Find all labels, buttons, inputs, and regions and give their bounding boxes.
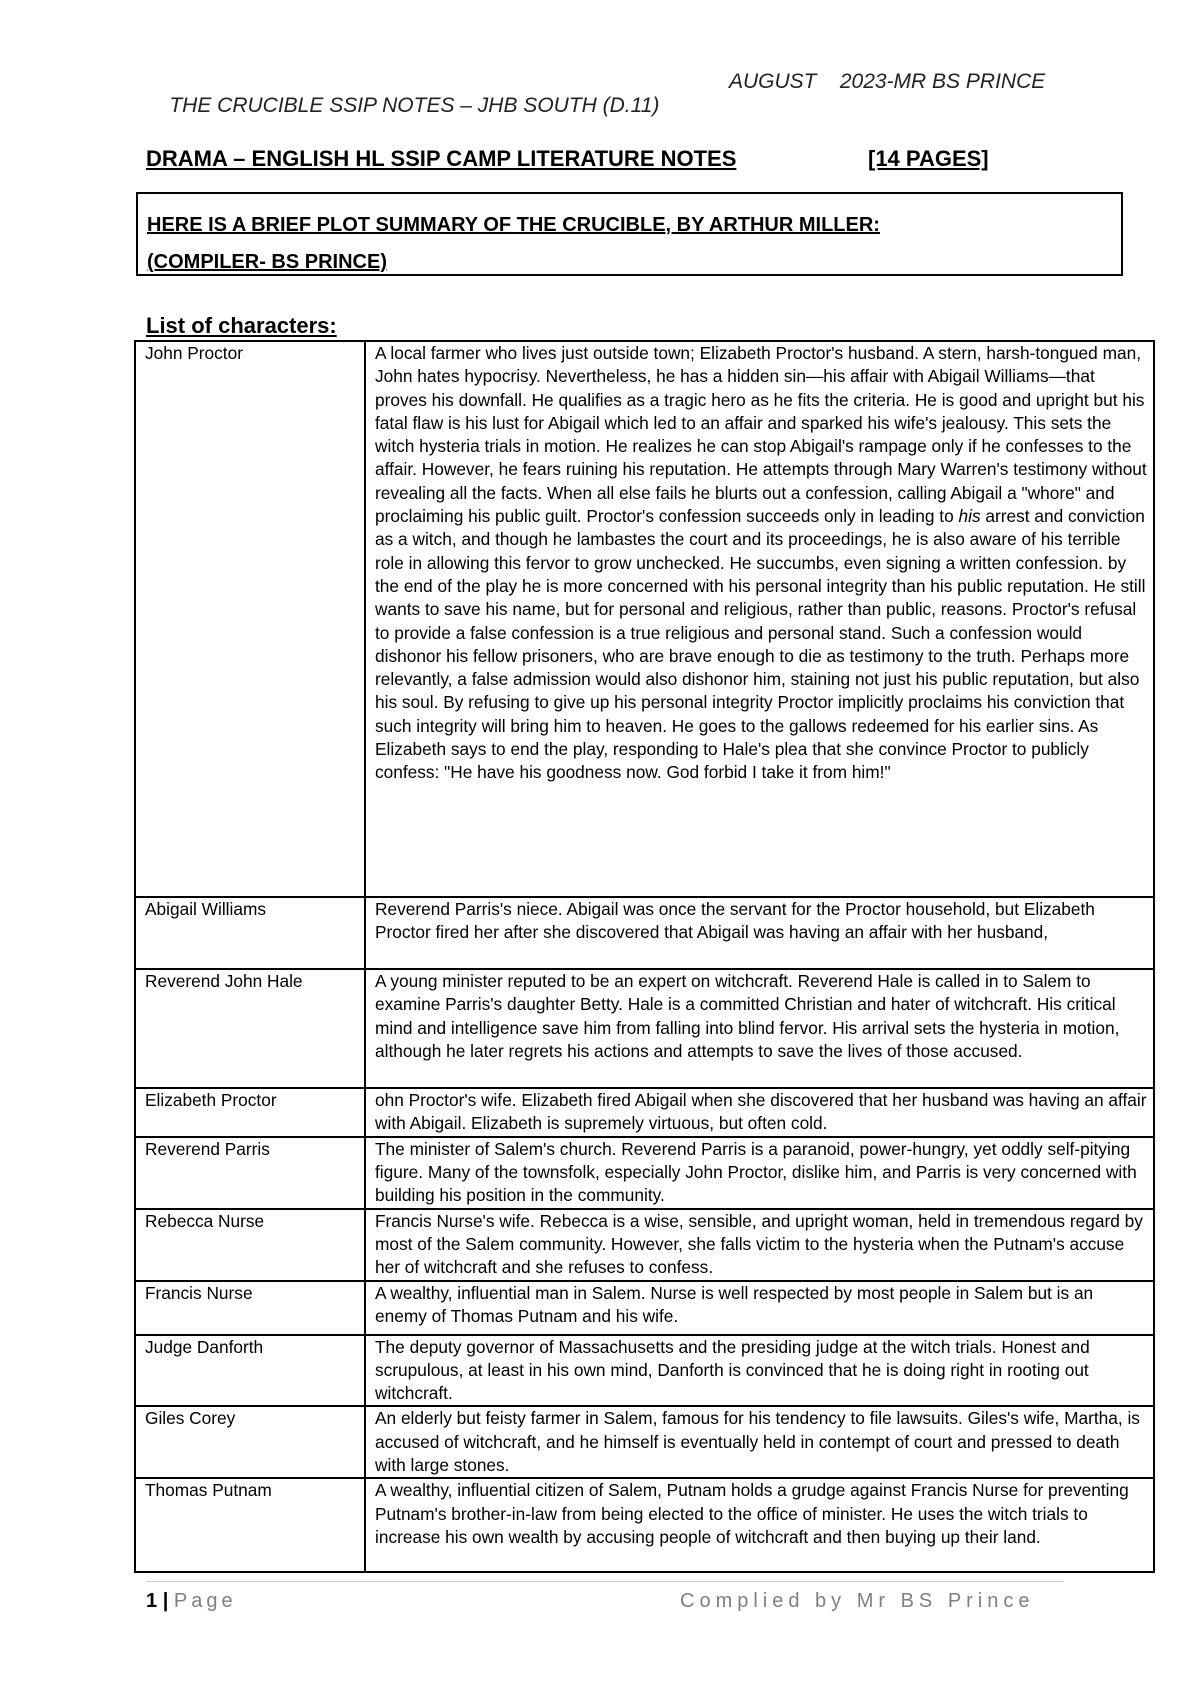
character-description: Reverend Parris's niece. Abigail was once the servant for the Proctor household, but Elizabeth Proctor fired her after she discovered that Abigail was having an affair with her husband, xyxy=(365,897,1154,969)
character-name: Francis Nurse xyxy=(135,1281,365,1335)
character-description: ohn Proctor's wife. Elizabeth fired Abigail when she discovered that her husband was having an affair with Abigail. Elizabeth is supremely virtuous, but often cold. xyxy=(365,1088,1154,1137)
table-row xyxy=(135,1209,1154,1281)
summary-heading: HERE IS A BRIEF PLOT SUMMARY OF THE CRUCIBLE, BY ARTHUR MILLER: xyxy=(147,214,880,236)
character-description: An elderly but feisty farmer in Salem, famous for his tendency to file lawsuits. Giles's wife, Martha, is accused of witchcraft, and he himself is eventually held in contempt of court and pressed to death with large stones. xyxy=(365,1406,1154,1478)
header-left: THE CRUCIBLE SSIP NOTES – JHB SOUTH (D.11) xyxy=(169,94,660,117)
character-name: Rebecca Nurse xyxy=(135,1209,365,1281)
character-name: Elizabeth Proctor xyxy=(135,1088,365,1137)
table-row xyxy=(135,341,1154,897)
character-name: John Proctor xyxy=(135,341,365,897)
table-row xyxy=(135,1281,1154,1335)
compiler-line: (COMPILER- BS PRINCE) xyxy=(147,251,387,273)
footer-divider xyxy=(146,1581,1064,1582)
page-number: 1 xyxy=(146,1590,158,1612)
table-row xyxy=(135,1137,1154,1209)
characters-table xyxy=(134,340,1155,1573)
table-row xyxy=(135,1478,1154,1572)
character-name: Abigail Williams xyxy=(135,897,365,969)
character-description: The minister of Salem's church. Reverend Parris is a paranoid, power-hungry, yet oddly self-pitying figure. Many of the townsfolk, especially John Proctor, dislike him, and Parris is very concerned with building his position in the community. xyxy=(365,1137,1154,1209)
page-label: Page xyxy=(173,1590,237,1612)
character-name: Giles Corey xyxy=(135,1406,365,1478)
character-description: A young minister reputed to be an expert on witchcraft. Reverend Hale is called in to Salem to examine Parris's daughter Betty. Hale is a committed Christian and hater of witchcraft. His critical mind and intelligence save him from falling into blind fervor. His arrival sets the hysteria in motion, although he later regrets his actions and attempts to save the lives of those accused. xyxy=(365,969,1154,1088)
table-row xyxy=(135,897,1154,969)
character-name: Thomas Putnam xyxy=(135,1478,365,1572)
page-count: [14 PAGES] xyxy=(868,146,989,171)
summary-box xyxy=(136,192,1123,276)
character-name: Judge Danforth xyxy=(135,1335,365,1407)
table-row xyxy=(135,1088,1154,1137)
character-description: A wealthy, influential citizen of Salem, Putnam holds a grudge against Francis Nurse for preventing Putnam's brother-in-law from being elected to the office of minister. He uses the witch trials to increase his own wealth by accusing people of witchcraft and then buying up their land. xyxy=(365,1478,1154,1572)
character-description: A wealthy, influential man in Salem. Nurse is well respected by most people in Salem but is an enemy of Thomas Putnam and his wife. xyxy=(365,1281,1154,1335)
characters-heading: List of characters: xyxy=(146,313,337,338)
character-description: The deputy governor of Massachusetts and the presiding judge at the witch trials. Honest and scrupulous, at least in his own mind, Danforth is convinced that he is doing right in rooting out witchcraft. xyxy=(365,1335,1154,1407)
header-right: AUGUST 2023-MR BS PRINCE xyxy=(729,70,1046,93)
document-title: DRAMA – ENGLISH HL SSIP CAMP LITERATURE NOTES xyxy=(146,146,737,171)
compiled-by: Complied by Mr BS Prince xyxy=(680,1590,1035,1612)
character-name: Reverend Parris xyxy=(135,1137,365,1209)
character-description: A local farmer who lives just outside town; Elizabeth Proctor's husband. A stern, harsh-tongued man, John hates hypocrisy. Nevertheless, he has a hidden sin—his affair with Abigail Williams—that proves his downfall. He qualifies as a tragic hero as he fits the criteria. He is good and upright but his fatal flaw is his lust for Abigail which led to an affair and sparked his wife's jealousy. This sets the witch hysteria trials in motion. He realizes he can stop Abigail's rampage only if he confesses to the affair. However, he fears ruining his reputation. He attempts through Mary Warren's testimony without revealing all the facts. When all else fails he blurts out a confession, calling Abigail a "whore" and proclaiming his public guilt. Proctor's confession succeeds only in leading to his arrest and conviction as a witch, and though he lambastes the court and its proceedings, he is also aware of his terrible role in allowing this fervor to grow unchecked. He succumbs, even signing a written confession. by the end of the play he is more concerned with his personal integrity than his public reputation. He still wants to save his name, but for personal and religious, rather than public, reasons. Proctor's refusal to provide a false confession is a true religious and personal stand. Such a confession would dishonor his fellow prisoners, who are brave enough to die as testimony to the truth. Perhaps more relevantly, a false admission would also dishonor him, staining not just his public reputation, but also his soul. By refusing to give up his personal integrity Proctor implicitly proclaims his conviction that such integrity will bring him to heaven. He goes to the gallows redeemed for his earlier sins. As Elizabeth says to end the play, responding to Hale's plea that she convince Proctor to publicly confess: "He have his goodness now. God forbid I take it from him!" xyxy=(365,341,1154,897)
footer-separator: | xyxy=(162,1590,169,1612)
page-footer-number xyxy=(146,1590,237,1613)
emphasis-his: his xyxy=(958,506,981,527)
character-description: Francis Nurse's wife. Rebecca is a wise, sensible, and upright woman, held in tremendous regard by most of the Salem community. However, she falls victim to the hysteria when the Putnam's accuse her of witchcraft and she refuses to confess. xyxy=(365,1209,1154,1281)
table-row xyxy=(135,1406,1154,1478)
table-row xyxy=(135,969,1154,1088)
character-name: Reverend John Hale xyxy=(135,969,365,1088)
table-row xyxy=(135,1335,1154,1407)
